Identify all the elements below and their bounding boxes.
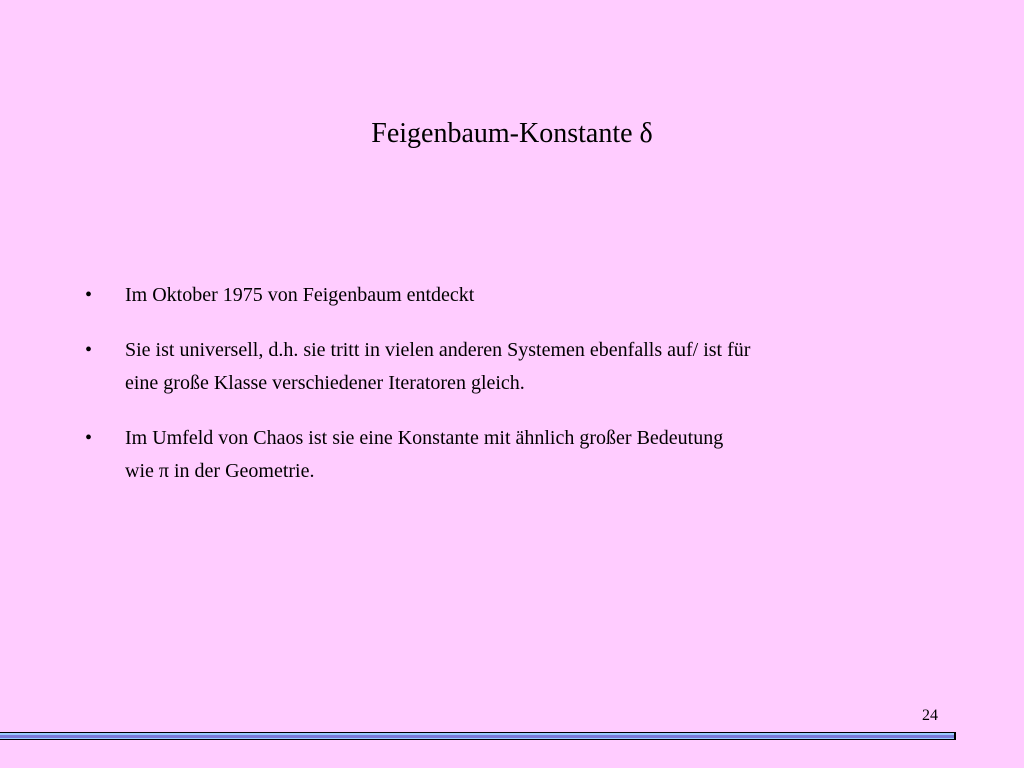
bullet-text [125, 334, 945, 400]
bullet-item [85, 422, 945, 488]
footer-bar-inner [0, 735, 954, 738]
footer-bar [0, 732, 956, 740]
bullet-item [85, 279, 945, 312]
bullet-line: Im Oktober 1975 von Feigenbaum entdeckt [125, 284, 475, 306]
bullet-line: Im Umfeld von Chaos ist sie eine Konstante mit ähnlich großer Bedeutung [125, 427, 724, 449]
bullet-line: Sie ist universell, d.h. sie tritt in vielen anderen Systemen ebenfalls auf/ ist für [125, 339, 751, 361]
slide-title: Feigenbaum-Konstante δ [371, 118, 653, 149]
bullet-marker: • [85, 284, 93, 306]
bullet-text [125, 422, 945, 488]
bullet-line: wie π in der Geometrie. [125, 460, 315, 482]
bullet-list [85, 279, 945, 510]
bullet-line: eine große Klasse verschiedener Iteratoren gleich. [125, 372, 525, 394]
bullet-item [85, 334, 945, 400]
bullet-marker: • [85, 339, 93, 361]
bullet-marker: • [85, 427, 93, 449]
page-number: 24 [922, 707, 938, 724]
bullet-text [125, 279, 945, 312]
